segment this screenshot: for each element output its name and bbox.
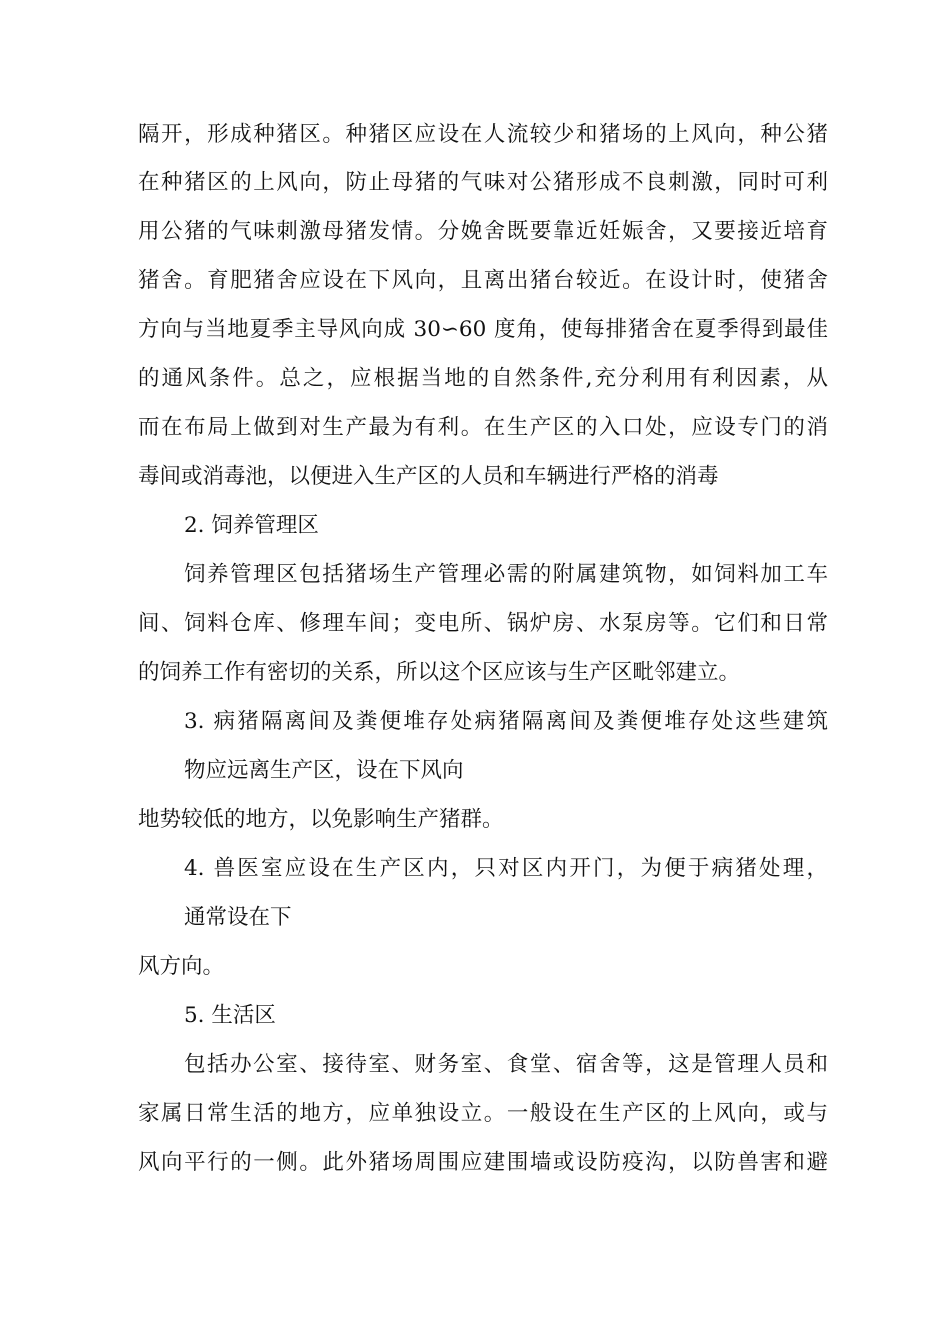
list-item-line: 通常设在下 bbox=[184, 905, 292, 930]
paragraph-line: 饲养管理区包括猪场生产管理必需的附属建筑物，如饲料加工车 bbox=[184, 562, 828, 587]
paragraph-line: 猪舍。育肥猪舍应设在下风向，且离出猪台较近。在设计时，使猪舍 bbox=[138, 268, 828, 293]
paragraph-line: 家属日常生活的地方，应单独设立。一般设在生产区的上风向，或与 bbox=[138, 1101, 828, 1126]
paragraph-line: 间、饲料仓库、修理车间；变电所、锅炉房、水泵房等。它们和日常 bbox=[138, 611, 828, 636]
list-item-line: 风方向。 bbox=[138, 954, 225, 979]
list-item-line: 4. 兽医室应设在生产区内，只对区内开门，为便于病猪处理， bbox=[184, 856, 828, 881]
list-item-line: 3. 病猪隔离间及粪便堆存处病猪隔离间及粪便堆存处这些建筑 bbox=[184, 709, 828, 734]
paragraph-line: 在种猪区的上风向，防止母猪的气味对公猪形成不良刺激，同时可利 bbox=[138, 170, 828, 195]
list-item-line: 地势较低的地方，以免影响生产猪群。 bbox=[138, 807, 504, 832]
paragraph-line: 隔开，形成种猪区。种猪区应设在人流较少和猪场的上风向，种公猪 bbox=[138, 122, 828, 147]
section-heading: 5. 生活区 bbox=[184, 1003, 276, 1028]
paragraph-line: 毒间或消毒池，以便进入生产区的人员和车辆进行严格的消毒 bbox=[138, 464, 719, 489]
paragraph-line: 风向平行的一侧。此外猪场周围应建围墙或设防疫沟，以防兽害和避 bbox=[138, 1150, 828, 1175]
paragraph-line: 的饲养工作有密切的关系，所以这个区应该与生产区毗邻建立。 bbox=[138, 660, 741, 685]
list-item-line: 物应远离生产区，设在下风向 bbox=[184, 758, 464, 783]
paragraph-line: 的通风条件。总之，应根据当地的自然条件,充分利用有利因素，从 bbox=[138, 366, 828, 391]
paragraph-line: 用公猪的气味刺激母猪发情。分娩舍既要靠近妊娠舍，又要接近培育 bbox=[138, 219, 828, 244]
paragraph-line: 方向与当地夏季主导风向成 30∽60 度角，使每排猪舍在夏季得到最佳 bbox=[138, 317, 828, 342]
paragraph-line: 而在布局上做到对生产最为有利。在生产区的入口处，应设专门的消 bbox=[138, 415, 828, 440]
section-heading: 2. 饲养管理区 bbox=[184, 513, 319, 538]
paragraph-line: 包括办公室、接待室、财务室、食堂、宿舍等，这是管理人员和 bbox=[184, 1052, 828, 1077]
